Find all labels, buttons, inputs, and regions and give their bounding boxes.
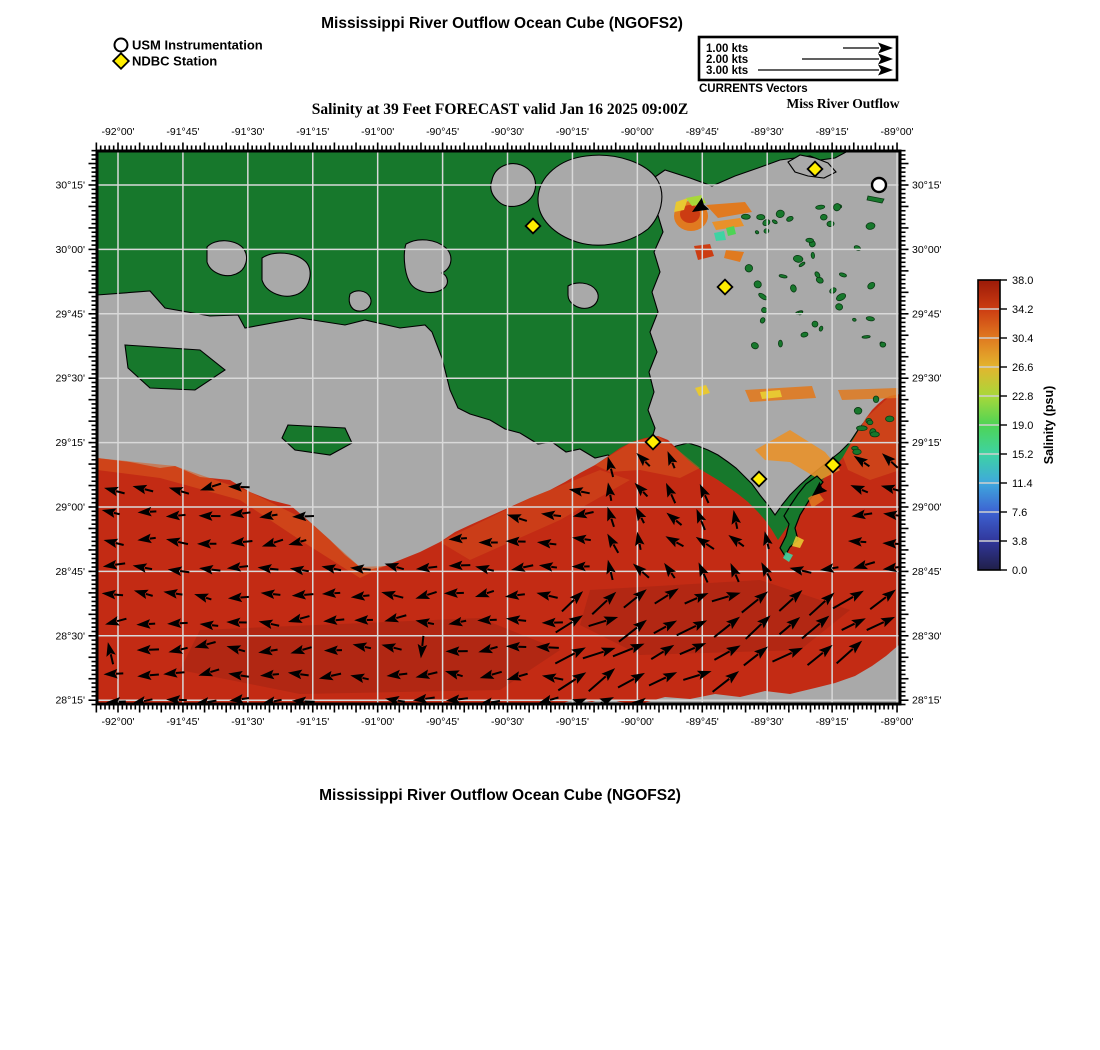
lat-label-right: 28°30': [912, 630, 942, 643]
lon-label-bottom: -91°45': [166, 716, 200, 728]
colorbar-tick-label: 34.2: [1012, 304, 1034, 316]
lon-label-top: -89°30': [750, 126, 784, 138]
lon-label-bottom: -91°00': [361, 716, 395, 728]
colorbar-tick-label: 11.4: [1012, 478, 1033, 490]
forecast-subtitle: Salinity at 39 Feet FORECAST valid Jan 16 2025 09:00Z: [311, 101, 689, 118]
colorbar-axis-label: Salinity (psu): [1042, 385, 1056, 465]
currents-speed-label: 3.00 kts: [706, 65, 749, 77]
miss-river-outflow-label: Miss River Outflow: [786, 96, 900, 111]
colorbar-tick-label: 7.6: [1012, 507, 1028, 519]
lat-label-right: 29°15': [912, 437, 942, 450]
currents-vector-legend: [699, 37, 897, 95]
colorbar-tick-label: 3.8: [1012, 536, 1028, 548]
lat-label-left: 29°30': [55, 372, 85, 385]
colorbar: [978, 275, 1056, 577]
lat-label-right: 28°45': [912, 565, 942, 578]
colorbar-tick-label: 15.2: [1012, 449, 1034, 461]
lon-label-bottom: -89°00': [880, 716, 914, 728]
lon-label-top: -90°45': [426, 126, 460, 138]
lon-label-bottom: -91°15': [296, 716, 330, 728]
colorbar-tick-label: 30.4: [1012, 333, 1034, 345]
currents-speed-label: 2.00 kts: [706, 54, 749, 66]
usm-station-marker: [872, 178, 886, 192]
lon-label-top: -90°30': [490, 126, 525, 138]
map-canvas: [97, 151, 905, 722]
lat-label-right: 29°30': [912, 372, 942, 385]
ndbc-legend-label: NDBC Station: [132, 53, 218, 69]
lat-label-right: 29°45': [912, 308, 942, 321]
lon-label-top: -91°30': [231, 126, 265, 138]
lat-label-left: 29°00': [55, 501, 85, 514]
station-legend: [113, 38, 263, 69]
lat-label-right: 30°15': [912, 179, 942, 192]
usm-legend-label: USM Instrumentation: [132, 37, 263, 53]
lon-label-bottom: -90°00': [620, 716, 654, 728]
usm-instrumentation-icon: [115, 39, 128, 52]
colorbar-tick-label: 0.0: [1012, 565, 1028, 577]
ndbc-station-icon: [113, 53, 129, 69]
lat-label-left: 30°00': [55, 243, 85, 256]
lon-label-bottom: -89°30': [750, 716, 784, 728]
lon-label-bottom: -90°15': [555, 716, 589, 728]
lat-label-right: 30°00': [912, 243, 942, 256]
bottom-title: Mississippi River Outflow Ocean Cube (NGOFS2): [319, 787, 681, 804]
lon-label-top: -92°00': [101, 126, 135, 138]
lon-label-top: -91°00': [361, 126, 395, 138]
currents-caption: CURRENTS Vectors: [699, 83, 808, 95]
lon-label-bottom: -91°30': [231, 716, 265, 728]
lat-label-left: 28°15': [55, 694, 85, 707]
lon-label-bottom: -92°00': [101, 716, 135, 728]
colorbar-tick-label: 26.6: [1012, 362, 1034, 374]
colorbar-tick-label: 38.0: [1012, 275, 1034, 287]
lat-label-right: 29°00': [912, 501, 942, 514]
lon-label-top: -89°15': [815, 126, 849, 138]
lon-label-top: -91°15': [296, 126, 330, 138]
lon-label-top: -90°00': [620, 126, 654, 138]
lon-label-top: -89°00': [880, 126, 914, 138]
lat-label-left: 28°45': [55, 565, 85, 578]
lon-label-bottom: -89°45': [685, 716, 719, 728]
lat-label-left: 29°15': [55, 437, 85, 450]
lon-label-top: -91°45': [166, 126, 200, 138]
lon-label-top: -90°15': [555, 126, 589, 138]
lon-label-bottom: -90°30': [490, 716, 525, 728]
colorbar-tick-label: 22.8: [1012, 391, 1034, 403]
lat-label-left: 30°15': [55, 179, 85, 192]
page-title: Mississippi River Outflow Ocean Cube (NGOFS2): [321, 15, 683, 32]
lat-label-left: 28°30': [55, 630, 85, 643]
lat-label-right: 28°15': [912, 694, 942, 707]
lon-label-top: -89°45': [685, 126, 719, 138]
lon-label-bottom: -89°15': [815, 716, 849, 728]
currents-speed-label: 1.00 kts: [706, 43, 749, 55]
lat-label-left: 29°45': [55, 308, 85, 321]
lon-label-bottom: -90°45': [426, 716, 460, 728]
colorbar-tick-label: 19.0: [1012, 420, 1034, 432]
